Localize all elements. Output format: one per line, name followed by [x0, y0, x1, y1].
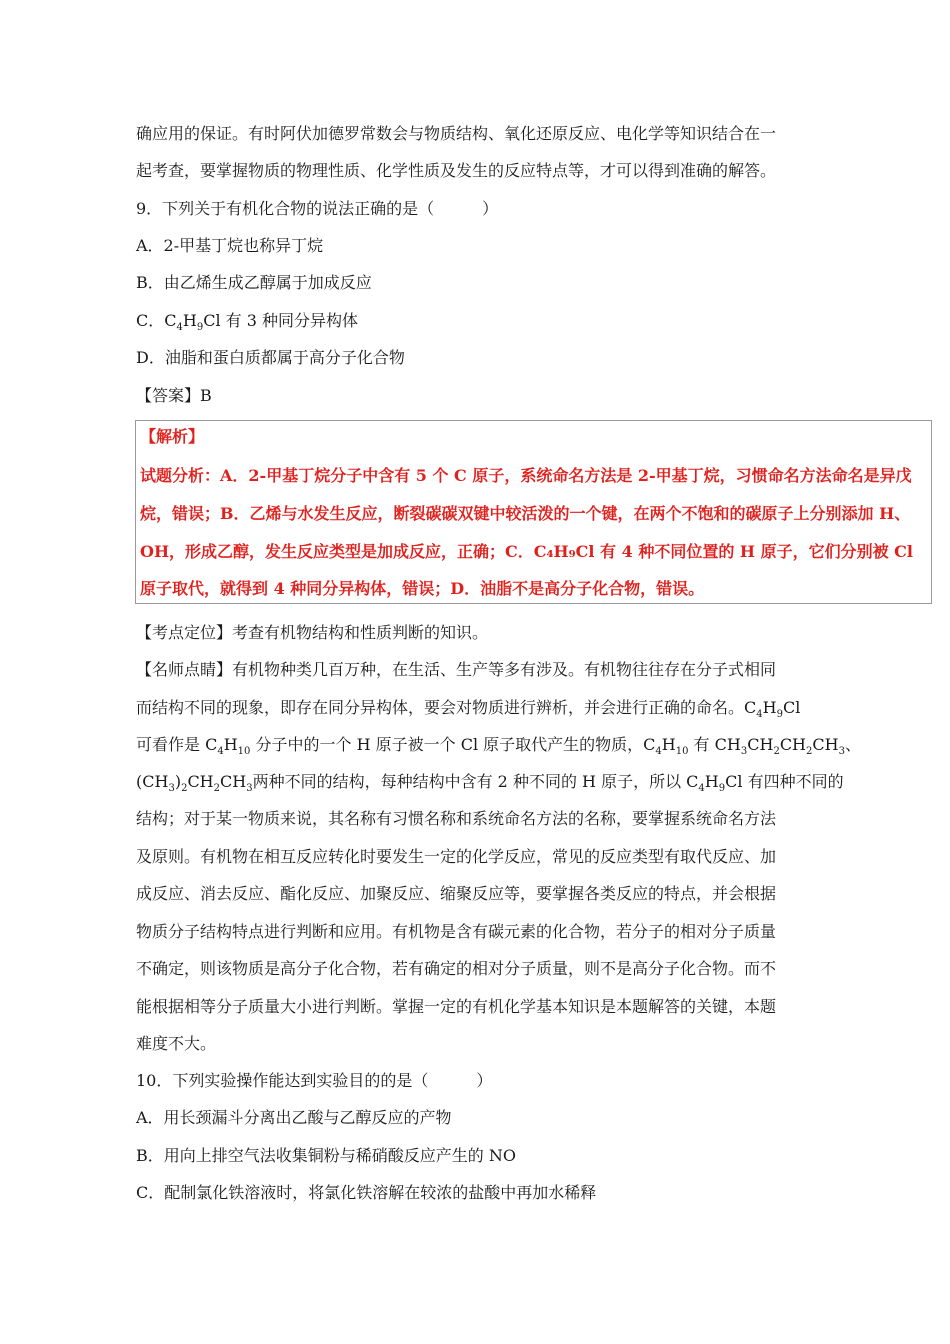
option-b: B．由乙烯生成乙醇属于加成反应	[136, 273, 372, 292]
teacher-note-line: 可看作是 $C_4H_{10}$ 分子中的一个 H 原子被一个 Cl 原子取代产生的物质，$C_4H_{10}$ 有 $CH_3CH_2CH_2CH_3$、	[136, 735, 861, 757]
option-c	[136, 311, 358, 331]
teacher-note-line: 及原则。有机物在相互反应转化时要发生一定的化学反应，常见的反应类型有取代反应、加	[136, 847, 777, 866]
answer: 【答案】B	[136, 386, 212, 405]
question-10-stem: 10．下列实验操作能达到实验目的的是（ ）	[136, 1071, 493, 1090]
teacher-note-line: 能根据相等分子质量大小进行判断。掌握一定的有机化学基本知识是本题解答的关键，本题	[136, 997, 777, 1016]
formula: $C_4H_9Cl$	[686, 772, 743, 794]
text-line: 起考查，要掌握物质的物理性质、化学性质及发生的反应特点等，才可以得到准确的解答。	[136, 161, 777, 180]
teacher-note-line: $(CH_3)_2CH_2CH_3$两种不同的结构，每种结构中含有 2 种不同的 H 原子，所以 $C_4H_9Cl$ 有四种不同的	[136, 772, 844, 794]
formula: $C_4H_{10}$	[205, 735, 251, 757]
formula: $C_4H_9Cl$	[164, 311, 221, 333]
option-label: C．	[136, 311, 165, 330]
analysis-line: 烷，错误；B．乙烯与水发生反应，断裂碳碳双键中较活泼的一个键，在两个不饱和的碳原子上分别添加 H、	[140, 504, 911, 523]
teacher-note-line: 成反应、消去反应、酯化反应、加聚反应、缩聚反应等，要掌握各类反应的特点，并会根据	[136, 884, 777, 903]
option-text: 有 3 种同分异构体	[220, 311, 359, 330]
option-b: B．用向上排空气法收集铜粉与稀硝酸反应产生的 NO	[136, 1146, 516, 1165]
teacher-note-line: 难度不大。	[136, 1034, 217, 1053]
analysis-line: 原子取代，就得到 4 种同分异构体，错误；D．油脂不是高分子化合物，错误。	[140, 579, 705, 598]
formula: $(CH_3)_2CH_2CH_3$	[136, 772, 253, 794]
formula: $C_4H_{10}$	[643, 735, 689, 757]
teacher-note-line: 而结构不同的现象，即存在同分异构体，要会对物质进行辨析，并会进行正确的命名。$C_4H_9Cl$	[136, 698, 801, 720]
option-a: A．2-甲基丁烷也称异丁烷	[136, 236, 324, 255]
teacher-note-line: 不确定，则该物质是高分子化合物，若有确定的相对分子质量，则不是高分子化合物。而不	[136, 959, 777, 978]
formula: $C_4H_9Cl$	[744, 698, 801, 720]
teacher-note-line: 物质分子结构特点进行判断和应用。有机物是含有碳元素的化合物，若分子的相对分子质量	[136, 922, 777, 941]
teacher-note-line: 【名师点睛】有机物种类几百万种，在生活、生产等多有涉及。有机物往往存在分子式相同	[136, 660, 777, 679]
text-line: 确应用的保证。有时阿伏加德罗常数会与物质结构、氧化还原反应、电化学等知识结合在一	[136, 124, 777, 143]
teacher-note-line: 结构；对于某一物质来说，其名称有习惯名称和系统命名方法的名称，要掌握系统命名方法	[136, 809, 777, 828]
analysis-line: OH，形成乙醇，发生反应类型是加成反应，正确；C．C₄H₉Cl 有 4 种不同位置的 H 原子，它们分别被 Cl	[140, 542, 913, 561]
option-a: A．用长颈漏斗分离出乙酸与乙醇反应的产物	[136, 1108, 452, 1127]
analysis-line: 试题分析：A．2-甲基丁烷分子中含有 5 个 C 原子，系统命名方法是 2-甲基丁烷，习惯命名方法命名是异戊	[140, 466, 912, 485]
exam-point: 【考点定位】考查有机物结构和性质判断的知识。	[136, 623, 489, 642]
option-d: D．油脂和蛋白质都属于高分子化合物	[136, 348, 405, 367]
question-9-stem: 9．下列关于有机化合物的说法正确的是（ ）	[136, 199, 499, 218]
analysis-heading: 【解析】	[140, 427, 205, 446]
option-c: C．配制氯化铁溶液时，将氯化铁溶解在较浓的盐酸中再加水稀释	[136, 1183, 597, 1202]
formula: $CH_3CH_2CH_2CH_3$	[714, 735, 845, 757]
